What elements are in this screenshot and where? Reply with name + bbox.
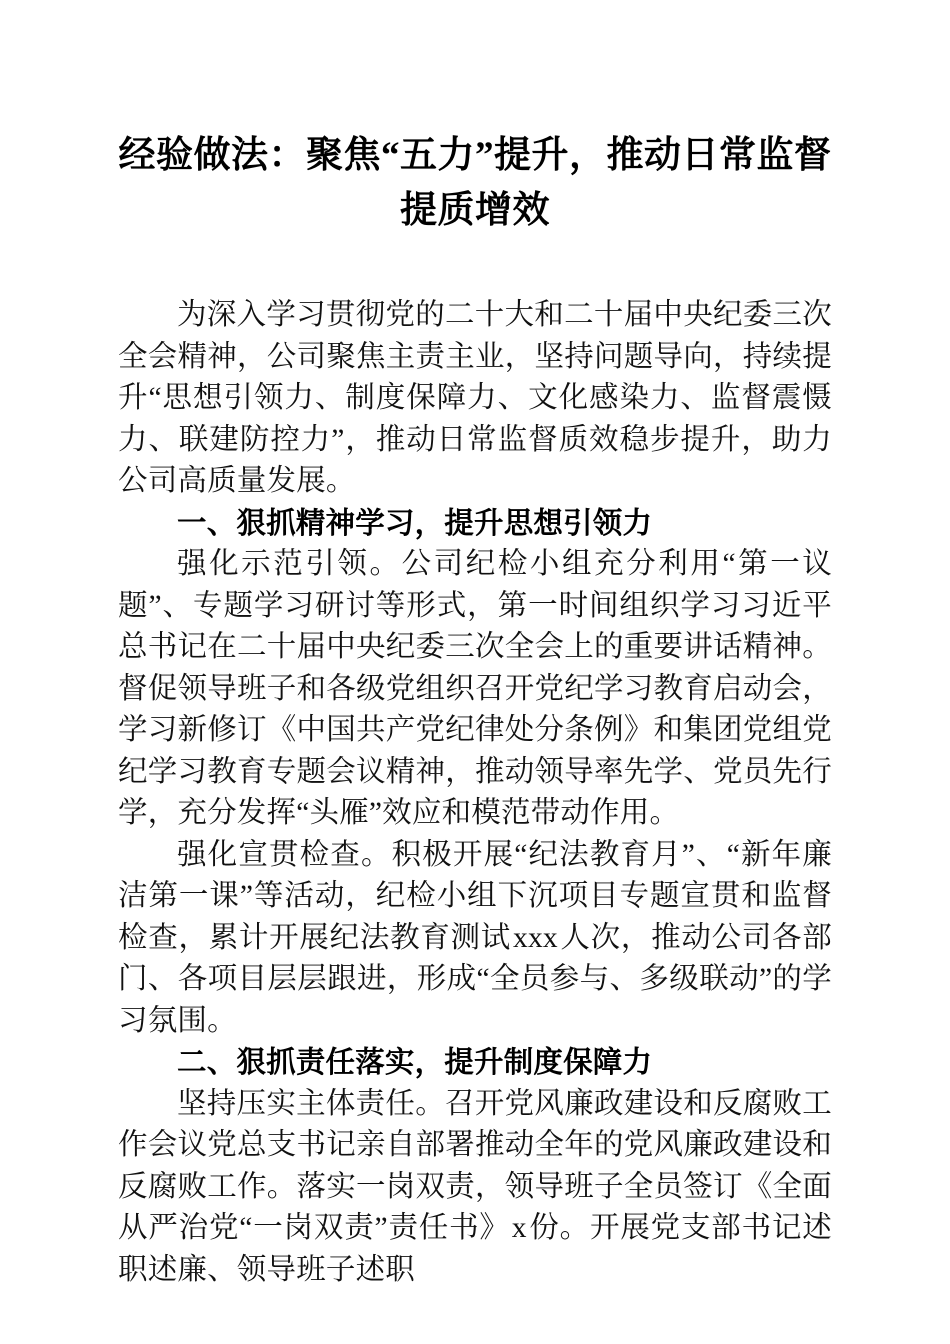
paragraph-1-2-text-before: 强化宣贯检查。积极开展“纪法教育月”、“新年廉洁第一课”等活动，纪检小组下沉项目专题宣贯和监督检查，累计开展纪法教育测试: [118, 838, 832, 954]
paragraph-2-1-text-before: 坚持压实主体责任。召开党风廉政建设和反腐败工作会议党总支书记亲自部署推动全年的党风廉政建设和反腐败工作。落实一岗双责，领导班子全员签订《全面从严治党“一岗双责”责任书》: [118, 1087, 832, 1244]
paragraph-2-1-text-after: 份。开展党支部书记述职述廉、领导班子述职: [118, 1212, 832, 1286]
page-title: 经验做法：聚焦“五力”提升，推动日常监督提质增效: [118, 135, 832, 231]
paragraph-2-1-count-placeholder: x: [511, 1212, 527, 1244]
paragraph-1-2-text-after: 人次，推动公司各部门、各项目层层跟进，形成“全员参与、多级联动”的学习氛围。: [118, 921, 832, 1037]
document-content: [118, 0, 832, 1291]
section-heading-1: 一、狠抓精神学习，提升思想引领力: [177, 506, 653, 540]
paragraph-2-1: [118, 1084, 832, 1292]
paragraph-1-2-count-placeholder: xxx: [513, 921, 558, 954]
section-heading-2: 二、狠抓责任落实，提升制度保障力: [177, 1046, 653, 1079]
paragraph-lead: 为深入学习贯彻党的二十大和二十届中央纪委三次全会精神，公司聚焦主责主业，坚持问题导向，持续提升“思想引领力、制度保障力、文化感染力、监督震慑力、联建防控力”，推动日常监督质效稳步提升，助力公司高质量发展。: [118, 299, 832, 497]
paragraph-1-1: 强化示范引领。公司纪检小组充分利用“第一议题”、专题学习研讨等形式，第一时间组织学习习近平总书记在二十届中央纪委三次全会上的重要讲话精神。督促领导班子和各级党组织召开党纪学习教育启动会，学习新修订《中国共产党纪律处分条例》和集团党组党纪学习教育专题会议精神，推动领导率先学、党员先行学，充分发挥“头雁”效应和模范带动作用。: [118, 548, 832, 829]
paragraph-1-2: [118, 835, 832, 1043]
